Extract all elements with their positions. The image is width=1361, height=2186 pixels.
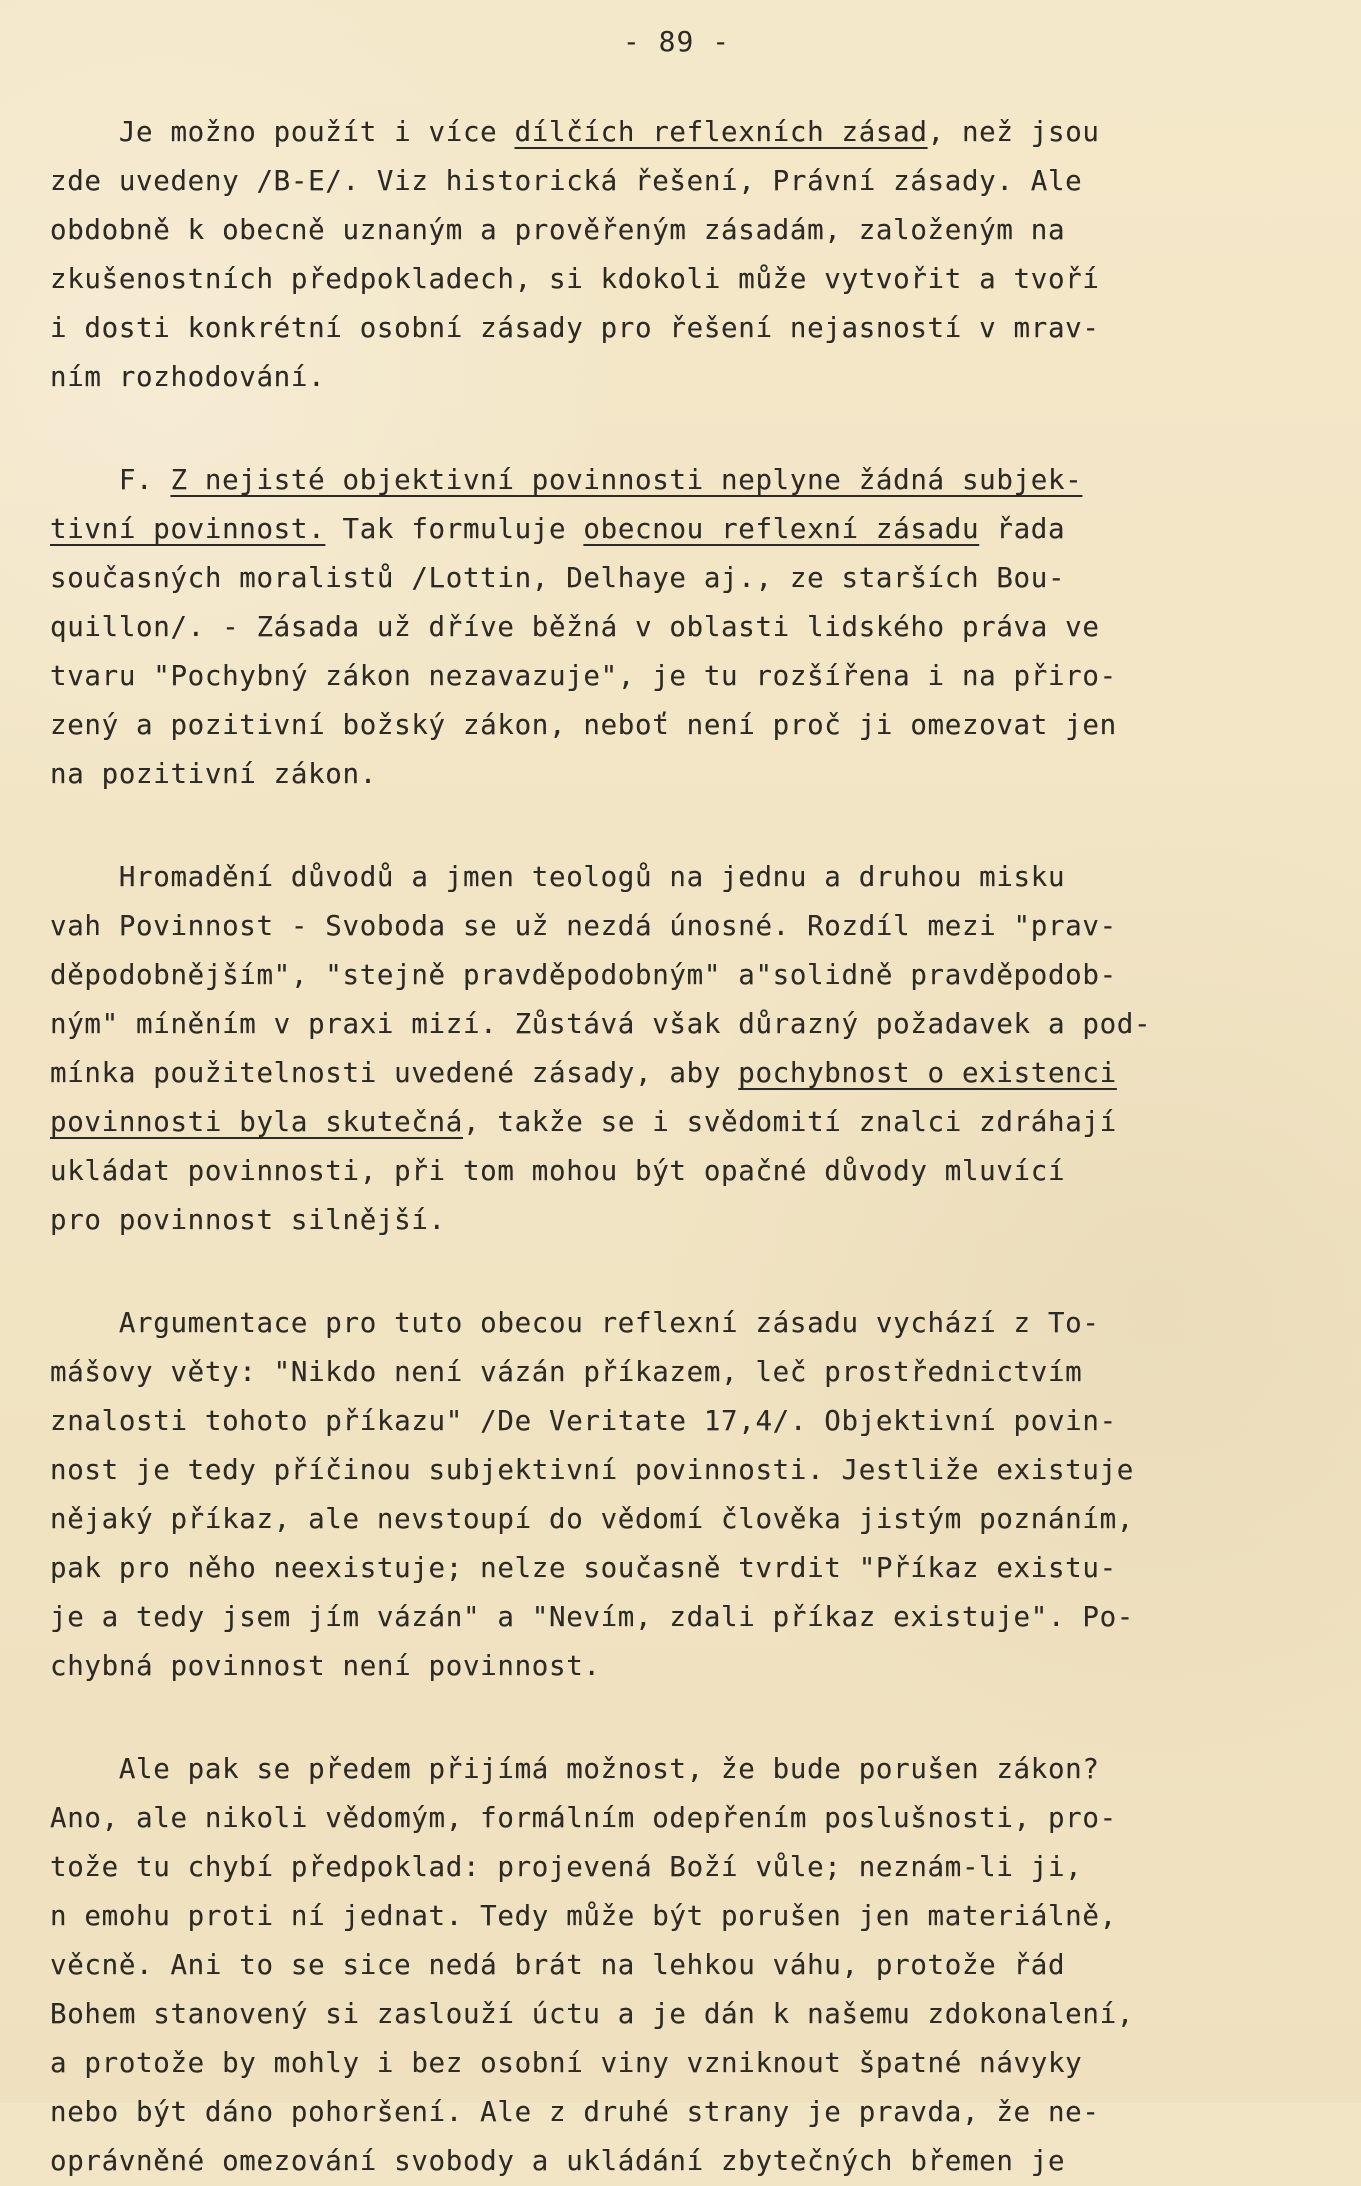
text-segment: současných moralistů /Lottin, Delhaye aj., ze starších Bou- — [50, 562, 1066, 594]
text-segment: mínka použitelnosti uvedené zásady, aby — [50, 1057, 739, 1089]
text-line — [50, 1593, 1303, 1642]
text-line — [50, 157, 1303, 206]
text-line — [50, 505, 1303, 554]
text-line — [50, 1794, 1303, 1843]
underlined-text: Z nejisté objektivní povinnosti neplyne žádná subjek- — [170, 464, 1083, 496]
underlined-text: pochybnost o existenci — [738, 1057, 1117, 1089]
text-line — [50, 603, 1303, 652]
text-segment: zkušenostních předpokladech, si kdokoli může vytvořit a tvoří — [50, 263, 1100, 295]
text-line — [50, 750, 1303, 799]
paragraph-3 — [50, 853, 1303, 1245]
text-line — [50, 1745, 1303, 1794]
document-body — [50, 108, 1303, 2186]
text-segment: je a tedy jsem jím vázán" a "Nevím, zdali příkaz existuje". Po- — [50, 1601, 1135, 1633]
text-segment: nějaký příkaz, ale nevstoupí do vědomí člověka jistým poznáním, — [50, 1503, 1135, 1535]
text-line — [50, 902, 1303, 951]
text-line — [50, 1196, 1303, 1245]
text-line — [50, 1544, 1303, 1593]
underlined-text: tivní povinnost. — [50, 513, 326, 545]
text-line — [50, 1147, 1303, 1196]
text-line — [50, 853, 1303, 902]
underlined-text: povinnosti byla skutečná — [50, 1106, 463, 1138]
text-segment: děpodobnějším", "stejně pravděpodobným" a"solidně pravděpodob- — [50, 959, 1117, 991]
text-line — [50, 353, 1303, 402]
text-segment: , než jsou — [927, 116, 1100, 148]
text-segment: Bohem stanovený si zaslouží úctu a je dán k našemu zdokonalení, — [50, 1998, 1135, 2030]
paragraph-4 — [50, 1299, 1303, 1691]
text-line — [50, 108, 1303, 157]
text-segment: pak pro něho neexistuje; nelze současně tvrdit "Příkaz existu- — [50, 1552, 1117, 1584]
text-segment: a protože by mohly i bez osobní viny vzniknout špatné návyky — [50, 2047, 1083, 2079]
text-segment: ním rozhodování. — [50, 361, 326, 393]
paragraph-1 — [50, 108, 1303, 402]
text-segment: Argumentace pro tuto obecou reflexní zásadu vychází z To- — [50, 1307, 1100, 1339]
text-line — [50, 1299, 1303, 1348]
text-segment: na pozitivní zákon. — [50, 758, 377, 790]
paragraph-2 — [50, 456, 1303, 799]
text-segment: věcně. Ani to se sice nedá brát na lehkou váhu, protože řád — [50, 1949, 1066, 1981]
text-segment: obdobně k obecně uznaným a prověřeným zásadám, založeným na — [50, 214, 1066, 246]
text-segment: znalosti tohoto příkazu" /De Veritate 17,4/. Objektivní povin- — [50, 1405, 1117, 1437]
text-segment: ukládat povinnosti, při tom mohou být opačné důvody mluvící — [50, 1155, 1066, 1187]
text-line — [50, 1843, 1303, 1892]
text-line — [50, 2088, 1303, 2137]
text-line — [50, 2039, 1303, 2088]
text-line — [50, 1642, 1303, 1691]
text-line — [50, 1000, 1303, 1049]
text-line — [50, 554, 1303, 603]
text-segment: řada — [979, 513, 1066, 545]
text-segment: tvaru "Pochybný zákon nezavazuje", je tu rozšířena i na přiro- — [50, 660, 1117, 692]
text-line — [50, 456, 1303, 505]
text-segment: tože tu chybí předpoklad: projevená Boží vůle; neznám-li ji, — [50, 1851, 1083, 1883]
text-line — [50, 206, 1303, 255]
text-segment: quillon/. - Zásada už dříve běžná v oblasti lidského práva ve — [50, 611, 1100, 643]
text-segment: , takže se i svědomití znalci zdráhají — [462, 1106, 1117, 1138]
text-segment: Tak formuluje — [325, 513, 584, 545]
text-segment: pro povinnost silnější. — [50, 1204, 446, 1236]
text-segment: i dosti konkrétní osobní zásady pro řešení nejasností v mrav- — [50, 312, 1100, 344]
text-segment: F. — [50, 464, 171, 496]
paragraph-5 — [50, 1745, 1303, 2186]
underlined-text: obecnou reflexní zásadu — [583, 513, 980, 545]
text-line — [50, 1892, 1303, 1941]
text-line — [50, 1941, 1303, 1990]
text-segment: Ale pak se předem přijímá možnost, že bude porušen zákon? — [50, 1753, 1100, 1785]
text-line — [50, 304, 1303, 353]
text-line — [50, 652, 1303, 701]
text-segment: oprávněné omezování svobody a ukládání zbytečných břemen je — [50, 2145, 1066, 2177]
text-segment: chybná povinnost není povinnost. — [50, 1650, 601, 1682]
text-segment: n emohu proti ní jednat. Tedy může být porušen jen materiálně, — [50, 1900, 1117, 1932]
text-line — [50, 951, 1303, 1000]
text-line — [50, 1049, 1303, 1098]
text-segment: nost je tedy příčinou subjektivní povinnosti. Jestliže existuje — [50, 1454, 1135, 1486]
text-line — [50, 1397, 1303, 1446]
text-segment: ným" míněním v praxi mizí. Zůstává však důrazný požadavek a pod- — [50, 1008, 1152, 1040]
text-segment: Ano, ale nikoli vědomým, formálním odepřením poslušnosti, pro- — [50, 1802, 1117, 1834]
text-line — [50, 701, 1303, 750]
text-segment: Je možno použít i více — [50, 116, 515, 148]
text-segment: vah Povinnost - Svoboda se už nezdá únosné. Rozdíl mezi "prav- — [50, 910, 1117, 942]
text-segment: zený a pozitivní božský zákon, neboť není proč ji omezovat jen — [50, 709, 1117, 741]
text-line — [50, 1446, 1303, 1495]
underlined-text: dílčích reflexních zásad — [514, 116, 928, 148]
text-segment: nebo být dáno pohoršení. Ale z druhé strany je pravda, že ne- — [50, 2096, 1100, 2128]
text-line — [50, 1990, 1303, 2039]
text-line — [50, 1098, 1303, 1147]
text-segment: Hromadění důvodů a jmen teologů na jednu a druhou misku — [50, 861, 1066, 893]
page-number: - 89 - — [622, 25, 731, 58]
text-line — [50, 2137, 1303, 2186]
text-segment: zde uvedeny /B-E/. Viz historická řešení, Právní zásady. Ale — [50, 165, 1083, 197]
text-segment: mášovy věty: "Nikdo není vázán příkazem, leč prostřednictvím — [50, 1356, 1083, 1388]
text-line — [50, 1495, 1303, 1544]
text-line — [50, 1348, 1303, 1397]
text-line — [50, 255, 1303, 304]
